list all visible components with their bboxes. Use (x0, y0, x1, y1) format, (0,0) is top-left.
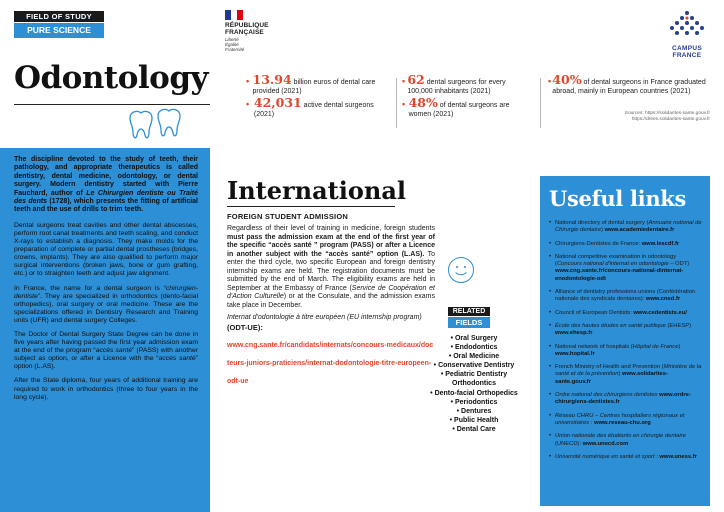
list-item: • Dentures (456, 407, 492, 415)
useful-links-panel (540, 176, 710, 506)
stat-item: • 13.94 billion euros of dental care provided (2021) (246, 72, 376, 95)
link-url[interactable]: www.lescdf.fr (641, 240, 680, 247)
bullet-icon: • (549, 253, 552, 260)
stats-column-1 (246, 72, 394, 122)
useful-links-list (549, 220, 702, 461)
list-item: • Periodontics (450, 398, 498, 406)
campus-line-2: FRANCE (672, 52, 702, 59)
campus-line-1: CAMPUS (672, 45, 702, 52)
useful-links-title: Useful links (549, 186, 687, 211)
stat-description: of dental surgeons in France graduated abroad, mainly in European countries (2021) (552, 79, 706, 95)
link-description: Université numérique en santé et sport : www.uness.fr (555, 453, 697, 460)
cng-internship-link[interactable]: www.cng.sante.fr/candidats/internats/concours-medicaux/docteurs-juniors-praticiens/internat-dodontologie-titre-europeen-odt-ue (227, 341, 434, 385)
stat-item: • 40% of dental surgeons in France graduated abroad, mainly in European countries (2021) (548, 72, 706, 95)
stat-item: • 48% of dental surgeons are women (2021) (402, 95, 510, 118)
link-description: Chirurgiens-Dentistes de France: www.lescdf.fr (555, 240, 680, 247)
list-item: • Dento-facial Orthopedics (430, 389, 518, 397)
stats-separator (540, 78, 541, 128)
stat-number: 48% (408, 95, 438, 110)
bullet-icon: • (549, 309, 552, 316)
link-item (549, 323, 702, 338)
paragraph-1: Dental surgeons treat cavities and other dental abscesses, perform root canal treatments and teeth scaling, and conduct X-rays to establish a diagnosis. They make molds for the preparation of complete or partial dental prostheses (bridges, crowns, implants). They are also qualified to perform major surgical interventions (broken jaws, bone or gum grafting, etc.) or to straighten teeth and adjust jaw alignment. (14, 221, 198, 278)
link-description: National network of hospitals (Hôpital de France) www.hopital.fr (555, 343, 681, 357)
list-item: Orthodontics (452, 380, 496, 388)
campus-france-diamond-icon (669, 10, 705, 40)
title-divider (14, 104, 210, 105)
stat-number: 40% (552, 72, 582, 87)
paragraph-3: The Doctor of Dental Surgery State Degree can be done in five years after having passed the first year admission exam at the end of the program “accès santé” (PASS) with another subject as option, or after a Licence with the “accès santé” option (L.AS). (14, 330, 198, 371)
link-url[interactable]: www.ehesp.fr (555, 330, 593, 337)
stat-description: dental surgeons for every 100,000 inhabitants (2021) (407, 79, 506, 95)
intro-paragraph: The discipline devoted to the study of teeth, their pathology, and appropriate therapeutics is called dentistry, dental medicine, odontology, or dental surgery. Modern dentistry started with Pierre Fauchard, author of Le Chirurgien dentiste ou Traité des dents (1728), which presents the fitting of artificial teeth and the use of drills to trim teeth. (14, 156, 199, 214)
link-url[interactable]: www.cnsd.fr (645, 296, 681, 303)
list-item: • Dental Care (452, 425, 496, 433)
link-item (549, 454, 702, 461)
link-item (549, 289, 702, 304)
link-item (549, 344, 702, 359)
link-description: National competitive examination in odontology (Concours national d'internat en odontologie – ODT) www.cng.sante.fr/concours-national-dinternat-enodontologie-odt (555, 253, 690, 282)
rf-motto: Liberté Égalité Fraternité (225, 37, 245, 52)
stat-item: • 62 dental surgeons for every 100,000 inhabitants (2021) (402, 72, 506, 95)
bullet-icon: • (549, 392, 552, 399)
related-label: RELATED (448, 307, 490, 316)
odt-label: (ODT-UE): (227, 322, 263, 332)
stat-item: • 42,031 active dental surgeons (2021) (246, 95, 374, 118)
stat-description: of dental surgeons are women (2021) (408, 102, 510, 118)
sources-note: Sources: https://solidarites-sante.gouv.fr https://drees.solidarites-sante.gouv.fr (624, 111, 710, 122)
link-description: Ordre national des chirurgiens dentistes www.ordre-chirurgiens-dentistes.fr (555, 392, 691, 406)
link-item (549, 220, 702, 235)
list-item: • Endodontics (450, 344, 498, 352)
link-description: Alliance of dentistry professions unions (Confédération nationale des syndicats dentaires): www.cnsd.fr (555, 289, 696, 303)
link-description: École des hautes études en santé publique (EHESP) www.ehesp.fr (555, 322, 691, 337)
paragraph-4: After the State diploma, four years of additional training are required to work in orthodontics (three to four years in the long cycle). (14, 377, 198, 401)
stats-separator (396, 78, 397, 128)
link-item (549, 254, 702, 283)
list-item: • Pediatric Dentistry (440, 371, 508, 379)
stat-description: active dental surgeons (2021) (253, 102, 374, 118)
bullet-icon: • (549, 453, 552, 460)
stats-column-2 (402, 72, 530, 122)
stat-description: billion euros of dental care provided (2021) (252, 79, 376, 95)
bullet-icon: • (549, 343, 552, 350)
link-url[interactable]: www.ordre-chirurgiens-dentistes.fr (555, 392, 691, 406)
list-item: • Oral Surgery (450, 335, 498, 342)
link-item (549, 364, 702, 386)
link-item (549, 392, 702, 407)
international-divider (227, 206, 395, 207)
international-title: International (227, 176, 407, 205)
link-url[interactable]: www.solidarites-sante.gouv.fr (555, 371, 668, 385)
bullet-icon: • (549, 240, 552, 247)
stat-number: 62 (407, 72, 425, 87)
bullet-icon: • (549, 289, 552, 296)
fields-label: FIELDS (448, 317, 490, 328)
paragraph-2: In France, the name for a dental surgeon is “chirurgien-dentiste”. They are specialized in orthodontics (dento-facial orthopedics), oral surgery or oral medicine. These are the specializations offered in Dentistry Research and Training units (UFR) and dental surgery Colleges. (14, 284, 198, 324)
bullet-icon: • (549, 412, 552, 419)
international-section (227, 212, 435, 388)
bullet-icon: • (549, 433, 552, 440)
smiley-icon (447, 256, 475, 284)
link-url[interactable]: www.academiedentaire.fr (604, 227, 675, 234)
link-description: Council of European Dentists: www.cedentists.eu/ (555, 309, 687, 316)
link-url[interactable]: www.unecd.com (582, 440, 629, 447)
teeth-icon (126, 108, 184, 142)
stats-column-3 (548, 72, 710, 99)
campus-france-logo (660, 10, 714, 59)
rf-line-2: FRANÇAISE (225, 29, 264, 36)
bullet-icon: • (549, 220, 552, 226)
link-description: Union nationale des étudiants en chirurgie dentaire (UNECD): www.unecd.com (555, 433, 686, 447)
page-title: Odontology (14, 60, 209, 96)
french-flag-icon (225, 10, 243, 20)
republique-francaise-logo (225, 10, 295, 52)
list-item: • Public Health (449, 416, 499, 424)
rf-line-1: RÉPUBLIQUE (225, 22, 269, 29)
link-item (549, 413, 702, 428)
link-description: Réseau CHRU – Centres hospitaliers régionaux et universitaires : www.reseau-chu.org (555, 412, 685, 426)
list-item: • Conservative Dentistry (433, 362, 515, 370)
bullet-icon: • (549, 322, 552, 329)
bullet-icon: • (549, 364, 552, 371)
link-item (549, 310, 702, 317)
link-url[interactable]: www.cedentists.eu/ (633, 309, 687, 316)
link-url[interactable]: www.uness.fr (659, 453, 697, 460)
stat-number: 42,031 (253, 95, 302, 110)
link-url[interactable]: www.reseau-chu.org (594, 419, 651, 426)
link-url[interactable]: www.hopital.fr (555, 350, 595, 357)
link-description: National directory of dental surgery (Annuaire national de Chirurgie dentaire) www.academiedentaire.fr (555, 220, 702, 234)
related-fields-list (420, 334, 528, 434)
stat-number: 13.94 (252, 72, 292, 87)
internship-note: Internat d'odontologie à titre européen (EU internship program) (227, 314, 422, 321)
description-panel (0, 148, 210, 512)
link-url[interactable]: www.cng.sante.fr/concours-national-dinternat-enodontologie-odt (555, 268, 684, 282)
list-item: • Oral Medicine (448, 353, 500, 361)
admission-paragraph: Regardless of their level of training in medicine, foreign students must pass the admission exam at the end of the first year of the specific “accès santé ” program (PASS) or after a Licence in another subject with the “accès santé” option (L.AS). To enter the third cycle, two specific European and foreign dentistry internship exams are held. The registration documents must be submitted by the end of March. The eligibility exams are held in September at the Embassy of France (Service de Coopération et d'Action Culturelle) or at the Consulate, and the admission exams take place in December. (227, 225, 435, 309)
field-category-label: PURE SCIENCE (14, 23, 104, 38)
admission-heading: FOREIGN STUDENT ADMISSION (227, 212, 348, 221)
link-item (549, 241, 702, 248)
field-of-study-label: FIELD OF STUDY (14, 11, 104, 22)
link-item (549, 433, 702, 448)
link-description: French Ministry of Health and Prevention (Ministère de la santé et de la prévention) www.solidarites-sante.gouv.fr (555, 364, 702, 385)
